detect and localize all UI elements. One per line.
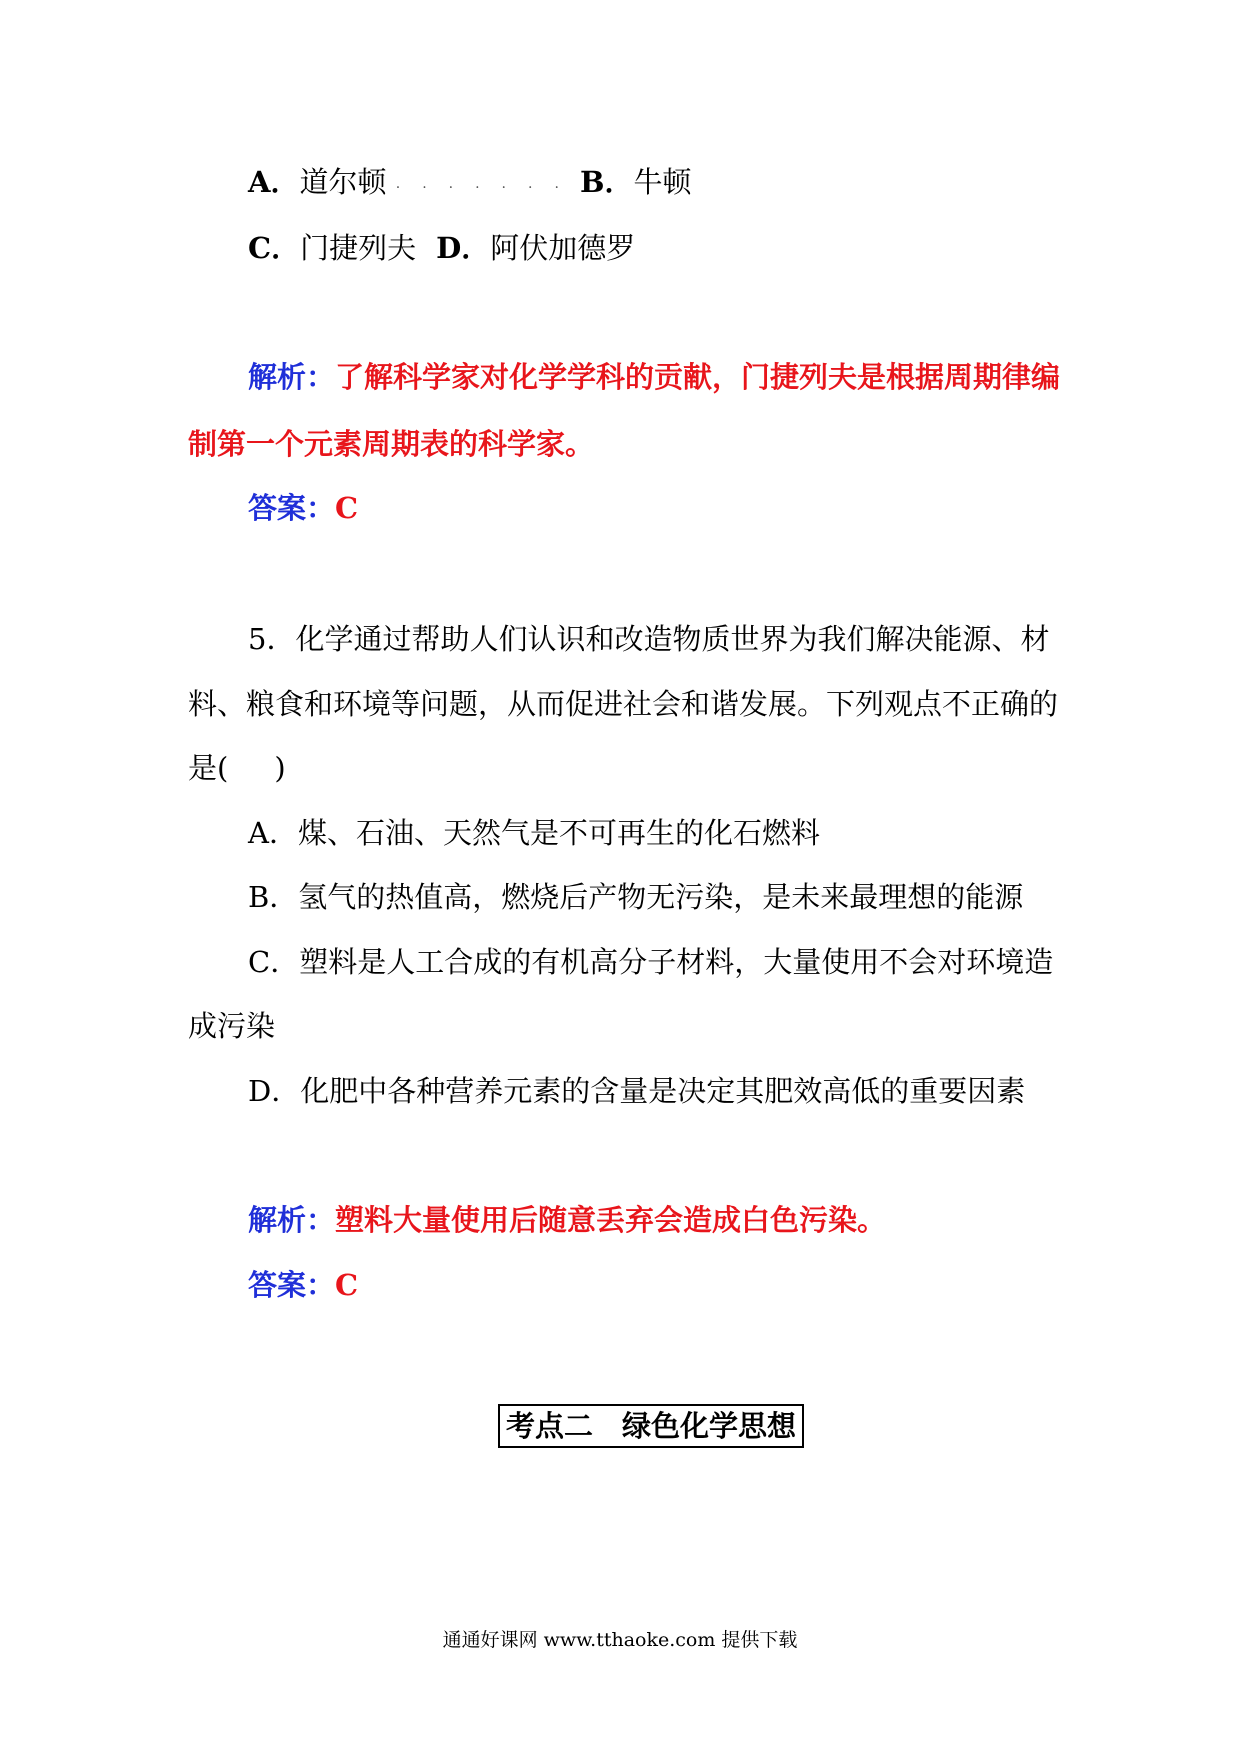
q5-stem-text-3-end: ): [274, 751, 286, 785]
page-footer: 通通好课网 www.tthaoke.com 提供下载: [442, 1629, 798, 1651]
q5-option-c-line-1: [248, 942, 1053, 982]
q4-analysis-text-1: 了解科学家对化学学科的贡献，门捷列夫是根据周期律编: [335, 360, 1061, 394]
q4-option-a-text: 道尔顿: [299, 165, 387, 199]
q5-option-c-text-2: 成污染: [188, 1009, 276, 1043]
q5-stem-text-2: 料、粮食和环境等问题，从而促进社会和谐发展。下列观点不正确的: [188, 687, 1059, 721]
leader-dots: .......: [395, 176, 581, 192]
q4-answer-label: 答案：: [248, 491, 336, 525]
q5-stem-line-3: [188, 748, 286, 788]
q5-stem-line-1: [248, 619, 1049, 659]
q4-option-c-text: 门捷列夫: [300, 231, 417, 265]
q5-option-c-text-1: C．塑料是人工合成的有机高分子材料，大量使用不会对环境造: [248, 945, 1054, 979]
q4-answer: [248, 488, 358, 528]
q5-option-c-line-2: [188, 1006, 275, 1046]
section-heading: 考点二 绿色化学思想: [498, 1404, 804, 1448]
q5-answer-value: C: [335, 1268, 359, 1302]
q5-answer: [248, 1265, 358, 1305]
q4-analysis-line-2: [188, 424, 594, 464]
q4-options-row-2: [248, 228, 635, 268]
q4-analysis-label: 解析：: [248, 360, 336, 394]
q5-answer-label: 答案：: [248, 1268, 336, 1302]
q4-answer-value: C: [335, 491, 359, 525]
q4-option-b-text: 牛顿: [633, 165, 692, 199]
q5-analysis-text: 塑料大量使用后随意丢弃会造成白色污染。: [335, 1203, 887, 1237]
q4-analysis-text-2: 制第一个元素周期表的科学家。: [188, 427, 595, 461]
q4-option-d-text: 阿伏加德罗: [490, 231, 636, 265]
q5-analysis-label: 解析：: [248, 1203, 336, 1237]
q5-option-b-text: B．氢气的热值高，燃烧后产物无污染，是未来最理想的能源: [248, 880, 1024, 914]
q4-options-row-1: [248, 162, 692, 204]
q5-option-a-text: A．煤、石油、天然气是不可再生的化石燃料: [248, 816, 820, 850]
q5-option-b: [248, 877, 1023, 917]
q5-stem-text-3-start: 是(: [188, 751, 229, 785]
q5-option-d: [248, 1071, 1025, 1111]
q5-option-d-text: D．化肥中各种营养元素的含量是决定其肥效高低的重要因素: [248, 1074, 1026, 1108]
q5-stem-text-1: 5．化学通过帮助人们认识和改造物质世界为我们解决能源、材: [248, 622, 1050, 656]
q4-option-d-letter: D．: [436, 231, 491, 265]
q5-analysis: [248, 1200, 886, 1240]
q4-option-b-letter: B．: [579, 165, 634, 199]
q4-option-c-letter: C．: [248, 231, 301, 265]
q5-option-a: [248, 813, 820, 853]
q4-option-a-letter: A．: [248, 165, 300, 199]
q5-stem-line-2: [188, 684, 1058, 724]
q4-analysis-line-1: [248, 357, 1060, 397]
